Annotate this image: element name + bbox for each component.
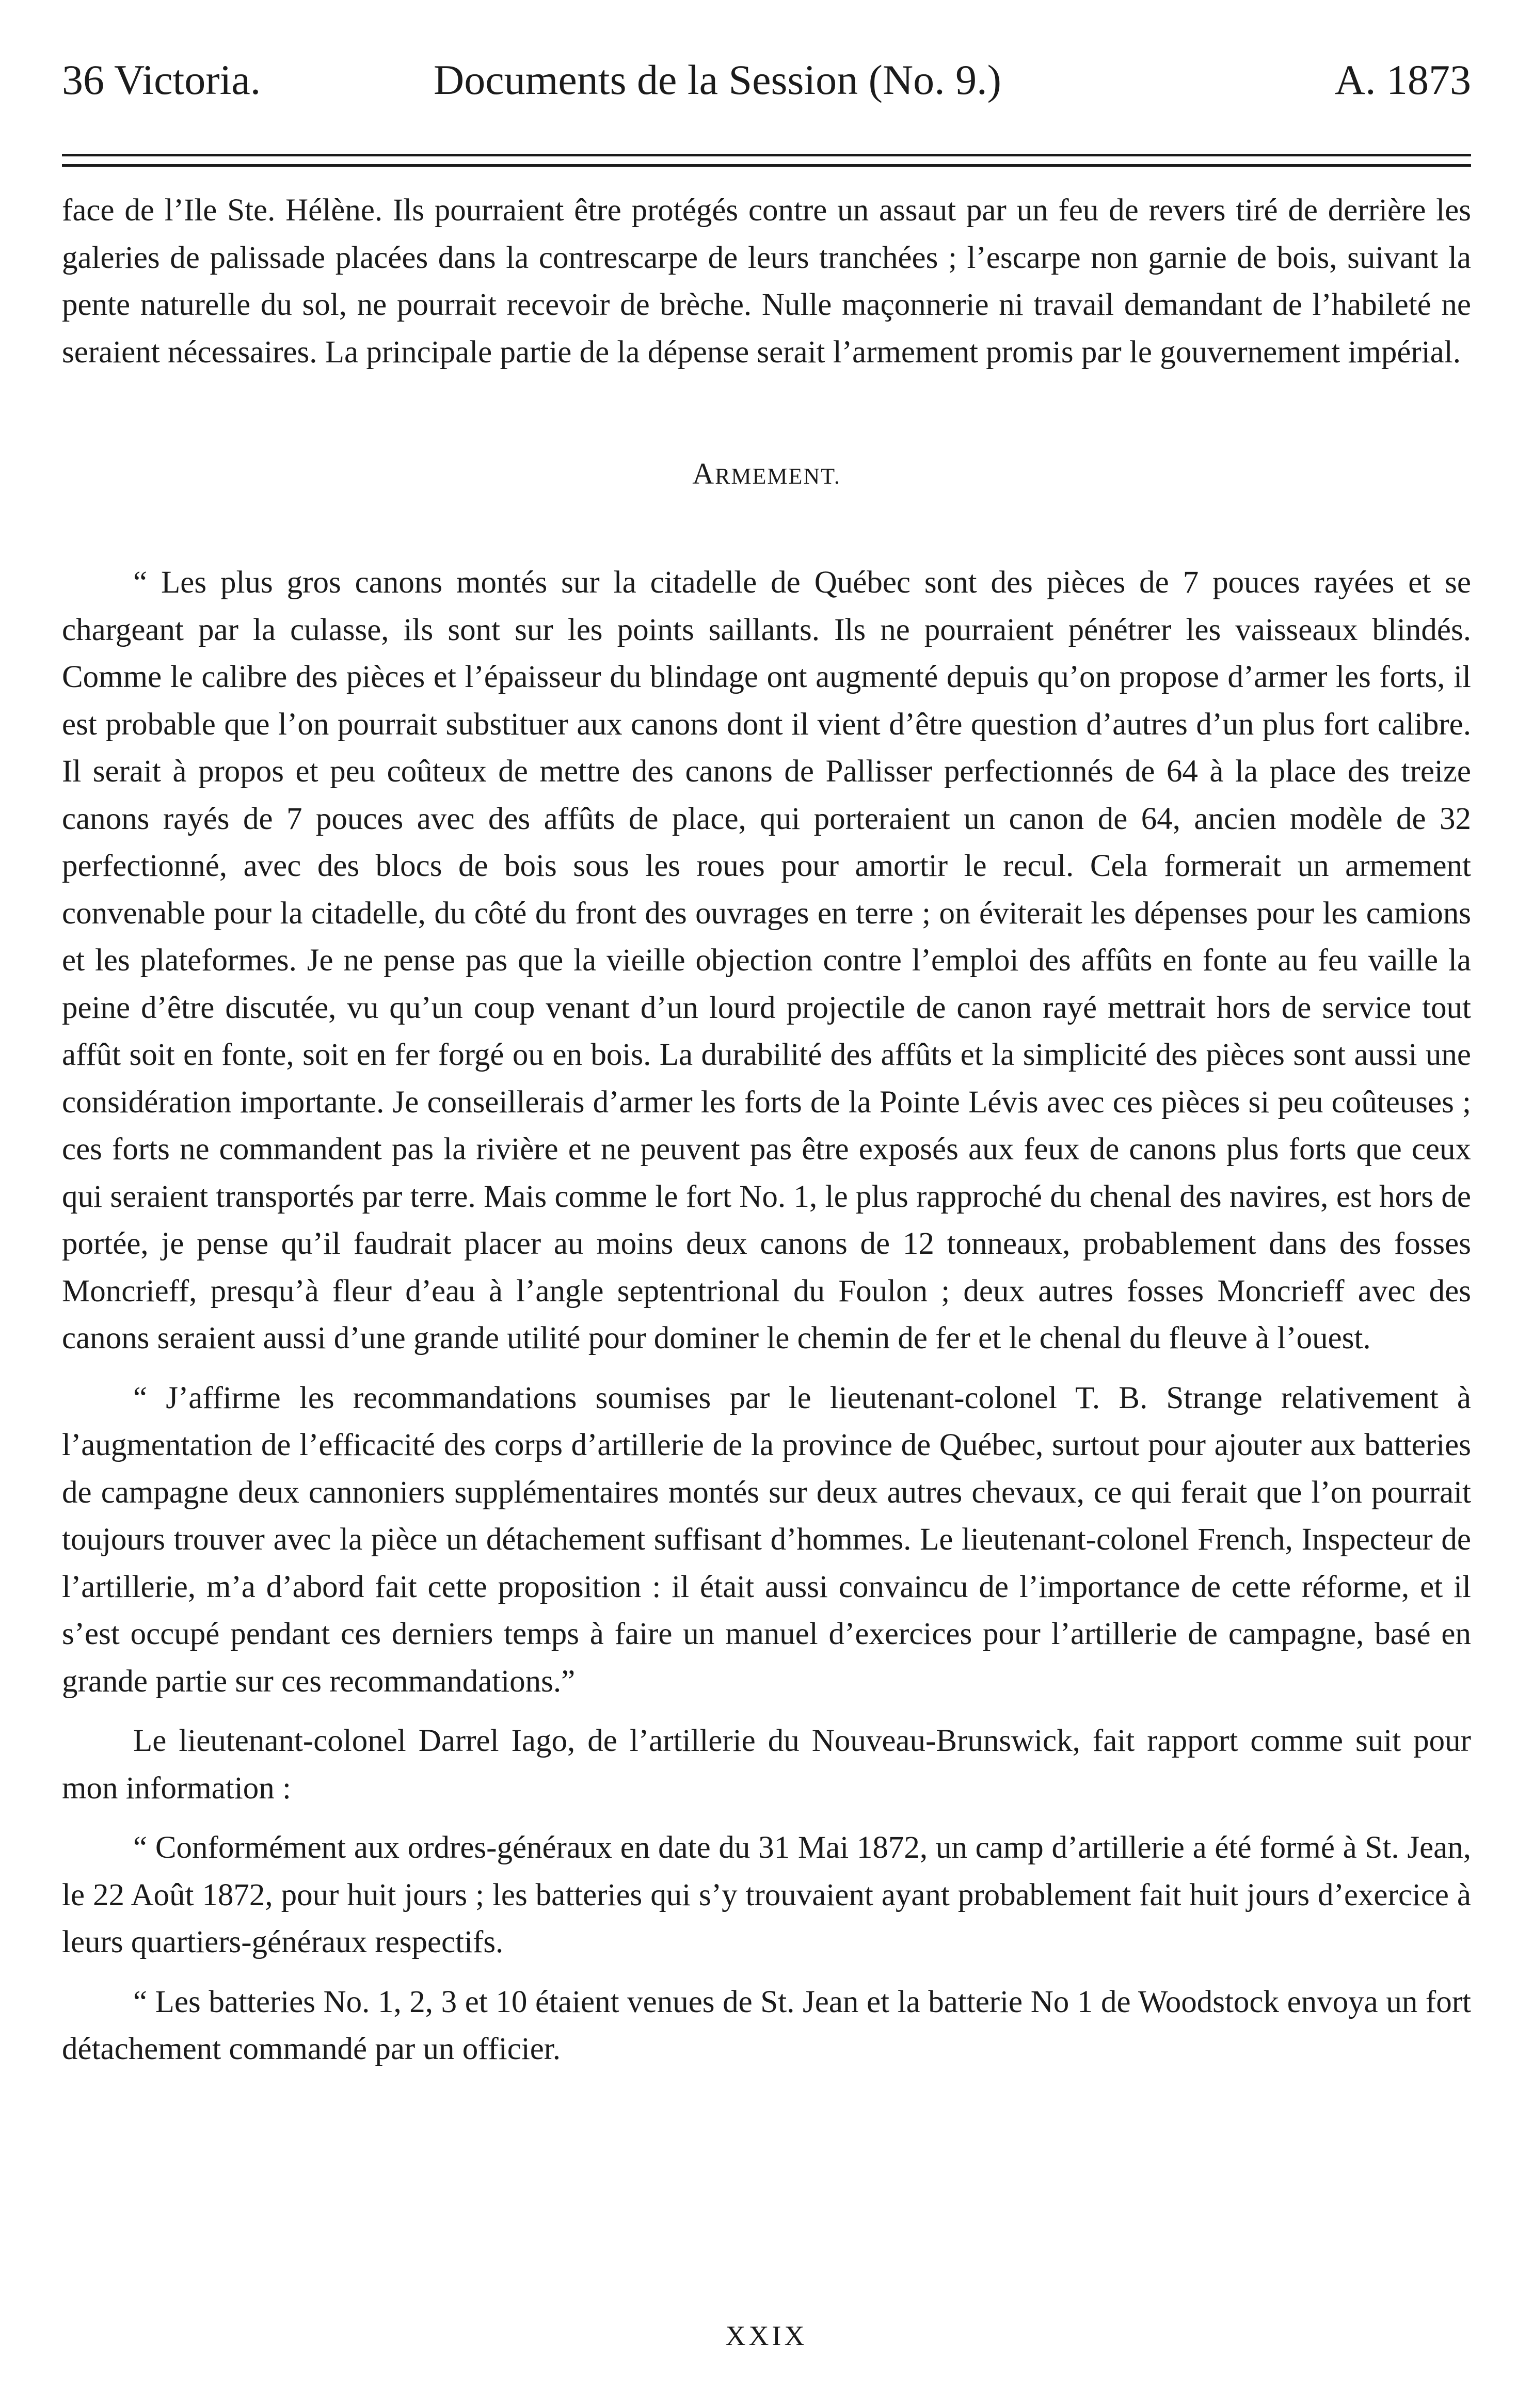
header-title: Documents de la Session (No. 9.) <box>434 56 1001 103</box>
paragraph-report-intro: Le lieutenant-colonel Darrel Iago, de l’artillerie du Nouveau-Brunswick, fait rapport comme suit pour mon information : <box>62 1724 1471 1806</box>
page-folio: XXIX <box>725 2320 808 2351</box>
section-heading-rest: RMEMENT. <box>715 464 841 489</box>
header-volume: 36 Victoria. <box>62 56 261 103</box>
header-year: A. 1873 <box>1334 56 1471 103</box>
header-rule-bottom <box>62 164 1471 167</box>
paragraph-batteries: “ Les batteries No. 1, 2, 3 et 10 étaient venues de St. Jean et la batterie No 1 de Woodstock envoya un fort détachement commandé par un officier. <box>62 1984 1471 2066</box>
section-heading-initial: A <box>692 457 715 490</box>
header-rule-top <box>62 154 1471 156</box>
paragraph-continued: face de l’Ile Ste. Hélène. Ils pourraient être protégés contre un assaut par un feu de revers tiré de derrière les galeries de palissade placées dans la contrescarpe de leurs tranchées ; l’escarpe non garnie de bois, suivant la pente naturelle du sol, ne pourrait recevoir de brèche. Nulle maçonnerie ni travail demandant de l’habileté ne seraient nécessaires. La principale partie de la dépense serait l’armement promis par le gouvernement impérial. <box>62 193 1471 370</box>
running-header <box>62 49 1471 111</box>
section-heading <box>62 453 1471 497</box>
paragraph-recommendations: “ J’affirme les recommandations soumises par le lieutenant-colonel T. B. Strange relativement à l’augmentation de l’efficacité des corps d’artillerie de la province de Québec, surtout pour ajouter aux batteries de campagne deux cannoniers supplémentaires montés sur deux autres chevaux, ce qui ferait que l’on pourrait toujours trouver avec la pièce un détachement suffisant d’hommes. Le lieutenant-colonel French, Inspecteur de l’artillerie, m’a d’abord fait cette proposition : il était aussi convaincu de l’importance de cette réforme, et il s’est occupé pendant ces derniers temps à faire un manuel d’exercices pour l’artillerie de campagne, basé en grande partie sur ces recommandations.” <box>62 1380 1471 1699</box>
paragraph-armament: “ Les plus gros canons montés sur la citadelle de Québec sont des pièces de 7 pouces rayées et se chargeant par la culasse, ils sont sur les points saillants. Ils ne pourraient pénétrer les vaisseaux blindés. Comme le calibre des pièces et l’épaisseur du blindage ont augmenté depuis qu’on propose d’armer les forts, il est probable que l’on pourrait substituer aux canons dont il vient d’être question d’autres d’un plus fort calibre. Il serait à propos et peu coûteux de mettre des canons de Pallisser perfectionnés de 64 à la place des treize canons rayés de 7 pouces avec des affûts de place, qui porteraient un canon de 64, ancien modèle de 32 perfectionné, avec des blocs de bois sous les roues pour amortir le recul. Cela formerait un armement convenable pour la citadelle, du côté du front des ouvrages en terre ; on éviterait les dépenses pour les camions et les plateformes. Je ne pense pas que la vieille objection contre l’emploi des affûts en fonte au feu vaille la peine d’être discutée, vu qu’un coup venant d’un lourd projectile de canon rayé mettrait hors de service tout affût soit en fonte, soit en fer forgé ou en bois. La durabilité des affûts et la simplicité des pièces sont aussi une considération importante. Je conseillerais d’armer les forts de la Pointe Lévis avec ces pièces si peu coûteuses ; ces forts ne commandent pas la rivière et ne peuvent pas être exposés aux feux de canons plus forts que ceux qui seraient transportés par terre. Mais comme le fort No. 1, le plus rapproché du chenal des navires, est hors de portée, je pense qu’il faudrait placer au moins deux canons de 12 tonneaux, probablement dans des fosses Moncrieff, presqu’à fleur d’eau à l’angle septentrional du Foulon ; deux autres fosses Moncrieff avec des canons seraient aussi d’une grande utilité pour dominer le chemin de fer et le chenal du fleuve à l’ouest. <box>62 565 1471 1356</box>
paragraph-camp: “ Conformément aux ordres-généraux en date du 31 Mai 1872, un camp d’artillerie a été formé à St. Jean, le 22 Août 1872, pour huit jours ; les batteries qui s’y trouvaient ayant probablement fait huit jours d’exercice à leurs quartiers-généraux respectifs. <box>62 1830 1471 1959</box>
page-body <box>62 187 1471 2073</box>
